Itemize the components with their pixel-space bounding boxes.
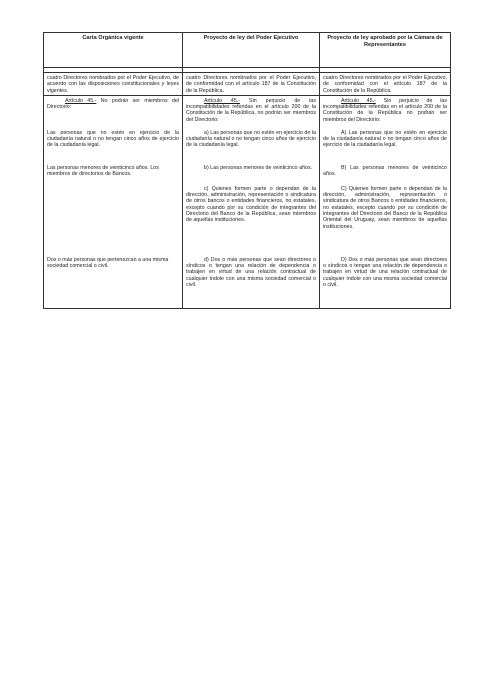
item-b-row (44, 161, 451, 180)
item-c-col2: c) Quienes formen parte o dependan de la dirección, administración, representación o sindicatura de otros bancos o entidades financieros, no estatales, excepto cuando por su condición de integrantes del Directorio del Banco de la República, sean miembros de aquellas instituciones. (183, 180, 320, 251)
article-label: Artículo 45.- (204, 97, 241, 104)
intro-col2: cuatro Directores nombrados por el Poder Ejecutivo, de conformidad con el artículo 187 de la Constitución de la República. (183, 73, 320, 96)
comparison-table (43, 32, 451, 309)
article-text: No podrán ser miembros del Directorio: (47, 97, 179, 111)
item-a-col2: a) Las personas que no estén en ejercicio de la ciudadanía natural o no tengan cinco años de ejercicio de la ciudadanía legal. (183, 118, 320, 161)
header-current-charter: Carta Orgánica vigente (44, 33, 183, 68)
intro-col3: cuatro Directores nombrados por el Poder Ejecutivo, de conformidad con el artículo 187 de la Constitución de la República. (320, 73, 451, 96)
article-col3 (320, 95, 451, 123)
item-b-col2: b) Las personas menores de veinticinco años. (183, 161, 320, 180)
header-row (44, 33, 451, 68)
article-text: Sin perjuicio de las incompatibilidades referidas en el artículo 200 de la Constitución de la República no podrán ser miembros del Directorio: (323, 97, 447, 123)
article-label: Artículo 45.- (341, 97, 376, 104)
item-a-row (44, 118, 451, 161)
article-row (44, 95, 451, 118)
item-d-col3: D) Dos o más personas que sean directores o síndicos o tengan una relación de dependencia o trabajen en virtud de una relación contractual de cualquier índole con una misma sociedad comercial o civil. (320, 251, 451, 309)
intro-col1: cuatro Directores nombrados por el Poder Ejecutivo, de acuerdo con las disposiciones constitucionales y leyes vigentes. (44, 73, 183, 96)
item-b-col1: Las personas menores de veinticinco años. Los miembros de directorios de Bancos. (44, 161, 183, 180)
item-d-col2: d) Dos o más personas que sean directores o síndicos o tengan una relación de dependencia o trabajen en virtud de una relación contractual de cualquier índole con una misma sociedad comercial o civil. (183, 251, 320, 309)
item-c-col3: C) Quienes formen parte o dependan de la dirección, administración, representación o sindicatura de otros Bancos o entidades financieros, no estatales, excepto cuando por su condición de integrantes del Directorio del Banco de la República Oriental del Uruguay, sean miembros de aquellas instituciones. (320, 180, 451, 251)
item-d-col1: Dos o más personas que pertenezcan a una misma sociedad comercial o civil. (44, 251, 183, 309)
article-col1 (44, 95, 183, 118)
header-executive-bill: Proyecto de ley del Poder Ejecutivo (183, 33, 320, 68)
item-d-row (44, 251, 451, 309)
intro-row (44, 73, 451, 96)
item-c-row (44, 180, 451, 251)
header-approved-bill: Proyecto de ley aprobado por la Cámara de Representantes (320, 33, 451, 68)
article-label: Artículo 45.- (65, 97, 97, 104)
item-a-col3: A) Las personas que no estén en ejercicio de la ciudadanía natural o no tengan cinco años de ejercicio de la ciudadanía legal. (320, 118, 451, 161)
item-a-col1: Las personas que no estén en ejercicio de la ciudadanía natural o no tengan cinco años de ejercicio de la ciudadanía legal. (44, 118, 183, 161)
article-col2 (183, 95, 320, 123)
item-c-col1 (44, 180, 183, 251)
item-b-col3: B) Las personas menores de veinticinco años. (320, 161, 451, 180)
article-text: Sin perjuicio de las incompatibilidades referidas en el artículo 200 de la Constitución de la República, no podrán ser miembros del Directorio: (186, 97, 316, 123)
